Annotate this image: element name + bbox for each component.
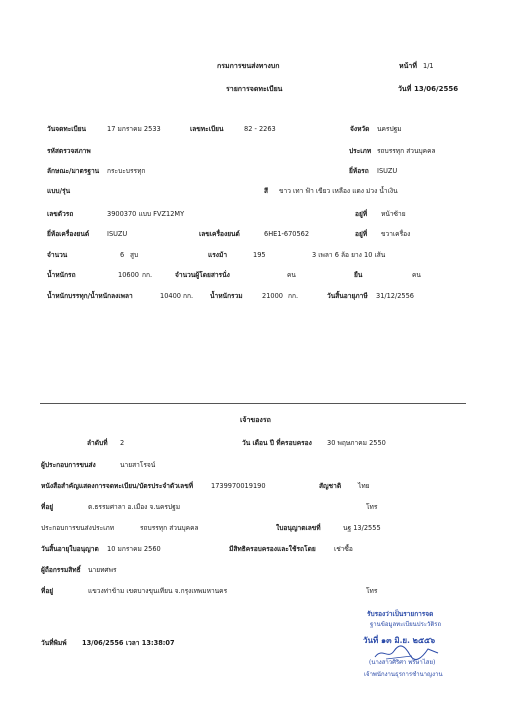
horsepower-label: แรงม้า bbox=[208, 251, 228, 259]
owner-order-label: ลำดับที่ bbox=[87, 439, 108, 447]
standing-passengers-unit: คน bbox=[412, 271, 421, 279]
tax-expiry-label: วันสิ้นอายุภาษี bbox=[327, 292, 368, 300]
engine-number-value: 6HE1-670562 bbox=[264, 230, 310, 238]
owner-address-label: ที่อยู่ bbox=[41, 503, 54, 511]
license-expiry-value: 10 มกราคม 2560 bbox=[107, 545, 161, 553]
axles-value: 3 เพลา 6 ล้อ ยาง 10 เส้น bbox=[312, 251, 386, 259]
print-date-label: วันที่พิมพ์ bbox=[41, 639, 67, 647]
province-label: จังหวัด bbox=[350, 125, 370, 133]
print-date-value: 13/06/2556 เวลา 13:38:07 bbox=[82, 639, 175, 647]
gross-weight-unit: กก. bbox=[288, 292, 299, 300]
engine-number-location-label: อยู่ที่ bbox=[355, 230, 368, 238]
horsepower-value: 195 bbox=[253, 251, 266, 259]
brand-label: ยี่ห้อรถ bbox=[349, 167, 369, 175]
gross-weight-value: 21000 bbox=[262, 292, 283, 300]
registration-date-value: 17 มกราคม 2533 bbox=[107, 125, 161, 133]
license-number-label: ใบอนุญาตเลขที่ bbox=[276, 524, 321, 532]
possession-date-label: วัน เดือน ปี ที่ครอบครอง bbox=[242, 439, 312, 447]
owner-order-value: 2 bbox=[120, 439, 125, 447]
owner-section-title: เจ้าของรถ bbox=[240, 416, 271, 424]
license-expiry-label: วันสิ้นอายุใบอนุญาต bbox=[41, 545, 99, 553]
title-holder-phone-label: โทร bbox=[366, 587, 378, 595]
registration-number-label: เลขทะเบียน bbox=[190, 125, 224, 133]
owner-phone-label: โทร bbox=[366, 503, 378, 511]
certification-stamp-line1: รับรองว่าเป็นรายการจด bbox=[367, 610, 434, 618]
vehicle-weight-label: น้ำหนักรถ bbox=[47, 271, 76, 279]
brand-value: ISUZU bbox=[377, 167, 398, 175]
vehicle-type-label: ประเภท bbox=[349, 147, 372, 155]
business-type-label: ประกอบการขนส่งประเภท bbox=[41, 524, 115, 532]
characteristic-label: ลักษณะ/มาตรฐาน bbox=[47, 167, 100, 175]
load-weight-value: 10400 bbox=[160, 292, 181, 300]
nationality-label: สัญชาติ bbox=[319, 482, 342, 490]
vehicle-weight-unit: กก. bbox=[142, 271, 153, 279]
seated-passengers-label: จำนวนผู้โดยสารนั่ง bbox=[175, 271, 230, 279]
registration-number-value: 82 - 2263 bbox=[244, 125, 276, 133]
cylinders-unit: สูบ bbox=[130, 251, 139, 259]
vehicle-type-value: รถบรรทุก ส่วนบุคคล bbox=[377, 147, 436, 155]
inspection-code-label: รหัสตรวจสภาพ bbox=[47, 147, 91, 155]
possession-rights-value: เช่าซื้อ bbox=[334, 545, 353, 553]
page-number-value: 1/1 bbox=[423, 62, 434, 70]
business-type-value: รถบรรทุก ส่วนบุคคล bbox=[140, 524, 199, 532]
color-label: สี bbox=[264, 187, 269, 195]
province-value: นครปฐม bbox=[377, 125, 402, 133]
title-holder-label: ผู้ถือกรรมสิทธิ์ bbox=[41, 566, 81, 574]
official-title: เจ้าพนักงานธุรการชำนาญงาน bbox=[364, 671, 443, 678]
report-date-value: 13/06/2556 bbox=[414, 85, 459, 93]
body-number-label: เลขตัวรถ bbox=[47, 210, 74, 218]
official-name: (นางสาวศิริศา พริษาไสย) bbox=[369, 659, 436, 666]
title-holder-address-label: ที่อยู่ bbox=[41, 587, 54, 595]
nationality-value: ไทย bbox=[358, 482, 370, 490]
engine-number-label: เลขเครื่องยนต์ bbox=[199, 230, 240, 238]
title-holder-value: นายทศพร bbox=[88, 566, 117, 574]
section-divider bbox=[40, 403, 466, 404]
registration-date-label: วันจดทะเบียน bbox=[47, 125, 87, 133]
gross-weight-label: น้ำหนักรวม bbox=[210, 292, 243, 300]
document-subtitle: รายการจดทะเบียน bbox=[226, 85, 283, 93]
characteristic-value: กระบะบรรทุก bbox=[107, 167, 146, 175]
cylinders-value: 6 bbox=[120, 251, 125, 259]
certification-stamp-date: วันที่ ๑๓ มิ.ย. ๒๕๕๖ bbox=[363, 635, 436, 645]
tax-expiry-value: 31/12/2556 bbox=[376, 292, 415, 300]
model-label: แบบ/รุ่น bbox=[47, 187, 71, 195]
title-holder-address-value: แขวงท่าข้าม เขตบางขุนเทียน จ.กรุงเทพมหานคร bbox=[88, 587, 228, 595]
license-number-value: นฐ 13/2555 bbox=[343, 524, 381, 532]
owner-address-value: ต.ธรรมศาลา อ.เมือง จ.นครปฐม bbox=[88, 503, 181, 511]
color-value: ขาว เทา ฟ้า เขียว เหลือง แดง ม่วง น้ำเงิน bbox=[279, 187, 398, 195]
id-document-label: หนังสือสำคัญแสดงการจดทะเบียน/บัตรประจำตัวเลขที่ bbox=[41, 482, 194, 490]
transport-operator-label: ผู้ประกอบการขนส่ง bbox=[41, 461, 96, 469]
possession-rights-label: มีสิทธิครอบครองและใช้รถโดย bbox=[229, 545, 316, 553]
agency-title: กรมการขนส่งทางบก bbox=[217, 62, 280, 70]
load-weight-label: น้ำหนักบรรทุก/น้ำหนักลงเพลา bbox=[47, 292, 133, 300]
possession-date-value: 30 พฤษภาคม 2550 bbox=[327, 439, 386, 447]
load-weight-unit: กก. bbox=[183, 292, 194, 300]
body-number-location-value: หน้าซ้าย bbox=[381, 210, 406, 218]
report-date-label: วันที่ bbox=[398, 85, 412, 93]
id-document-value: 1739970019190 bbox=[211, 482, 266, 490]
engine-brand-label: ยี่ห้อเครื่องยนต์ bbox=[47, 230, 90, 238]
engine-brand-value: ISUZU bbox=[107, 230, 128, 238]
page-number-label: หน้าที่ bbox=[399, 62, 417, 70]
transport-operator-value: นายสาโรจน์ bbox=[120, 461, 156, 469]
vehicle-weight-value: 10600 bbox=[118, 271, 139, 279]
certification-stamp-line2: ฐานข้อมูลทะเบียนประวัติรถ bbox=[370, 621, 442, 628]
body-number-value: 3900370 แบบ FVZ12MY bbox=[107, 210, 185, 218]
body-number-location-label: อยู่ที่ bbox=[355, 210, 368, 218]
engine-number-location-value: ขวาเครื่อง bbox=[381, 230, 411, 238]
seated-passengers-unit: คน bbox=[287, 271, 296, 279]
standing-passengers-label: ยืน bbox=[354, 271, 363, 279]
count-label: จำนวน bbox=[47, 251, 68, 259]
